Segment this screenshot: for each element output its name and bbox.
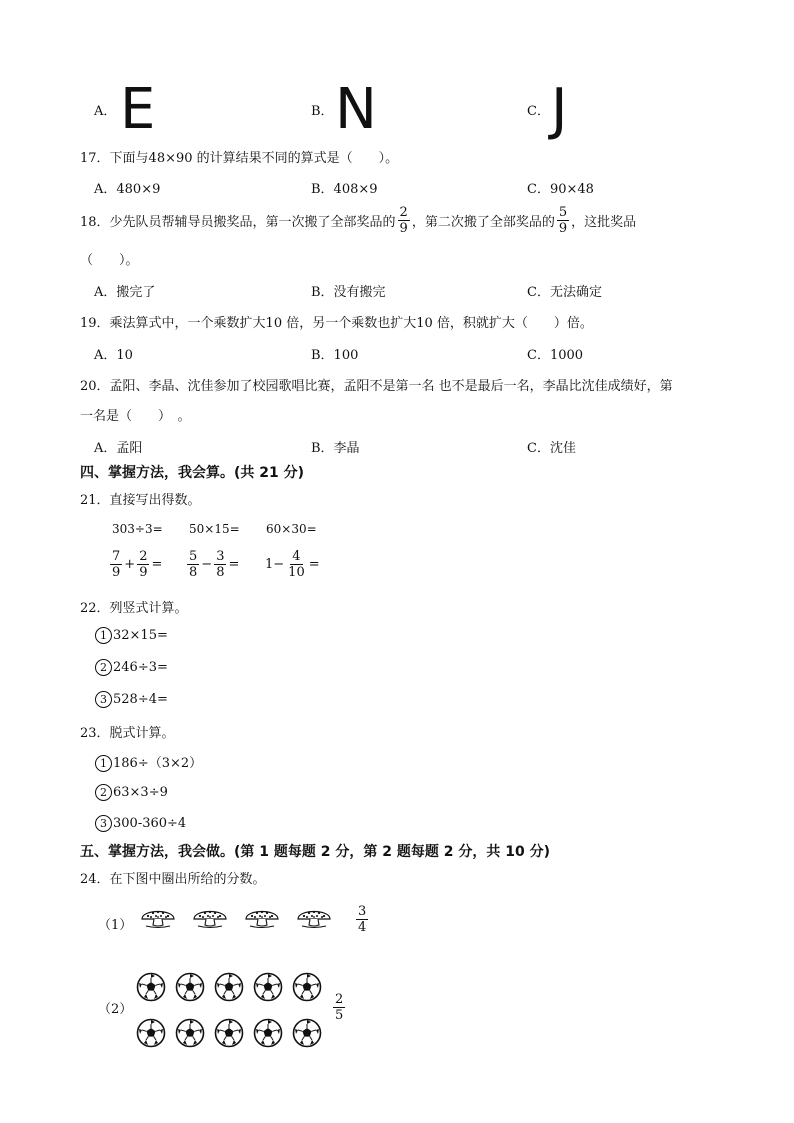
q21-e1-frac-2 bbox=[137, 550, 149, 579]
q20-option-c: C．沈佳 bbox=[527, 441, 576, 456]
soccer-ball-icon bbox=[253, 1018, 283, 1052]
q17-option-a: A．480×9 bbox=[94, 182, 161, 197]
q22-item-3-expr: 528÷4= bbox=[113, 692, 168, 707]
q16-option-c-prefix: C． bbox=[527, 104, 550, 119]
q22-item-2 bbox=[95, 659, 168, 676]
q18-fraction-1 bbox=[398, 206, 410, 235]
q18-fraction-2-den: 9 bbox=[558, 221, 568, 236]
q21-e2-n2: 3 bbox=[216, 549, 225, 564]
q20-option-a: A．孟阳 bbox=[94, 441, 143, 456]
mushroom-icon bbox=[192, 905, 228, 929]
q24-text: 24．在下图中圈出所给的分数。 bbox=[80, 872, 266, 887]
q23-item-1-mark: 1 bbox=[95, 755, 112, 772]
q21-e2-d1: 8 bbox=[189, 565, 198, 580]
q19-option-a: A．10 bbox=[94, 348, 133, 363]
q24-part-2-fraction bbox=[333, 993, 345, 1022]
soccer-ball-icon bbox=[214, 1018, 244, 1052]
q23-item-1 bbox=[95, 752, 202, 772]
q17-text: 17．下面与48×90 的计算结果不同的算式是（ ）。 bbox=[80, 151, 399, 166]
q16-option-a-letter: E bbox=[120, 77, 156, 142]
q18-text-d: （ ）。 bbox=[80, 253, 139, 268]
q24-part-2-label: （2） bbox=[98, 1002, 133, 1017]
q18-fraction-2 bbox=[557, 206, 569, 235]
section-4-title: 四、掌握方法，我会算。(共 21 分) bbox=[80, 465, 305, 481]
q16-option-c-letter: J bbox=[551, 77, 568, 142]
q21-e2-n1: 5 bbox=[189, 549, 198, 564]
q23-item-3 bbox=[95, 815, 186, 832]
q21-e3-lead: 1− bbox=[265, 557, 285, 572]
q19-option-b: B．100 bbox=[311, 348, 359, 363]
q24-part-2-num: 2 bbox=[335, 992, 344, 1007]
q23-text: 23．脱式计算。 bbox=[80, 726, 175, 741]
q21-expr-2: 50×15= bbox=[189, 522, 240, 536]
q24-part-1-fraction bbox=[356, 905, 368, 934]
q21-e3-frac bbox=[286, 550, 307, 579]
q18-option-b: B．没有搬完 bbox=[311, 285, 386, 300]
q21-e1-d2: 9 bbox=[139, 565, 148, 580]
q21-e3-d: 10 bbox=[288, 565, 305, 580]
q18-fraction-1-num: 2 bbox=[399, 205, 408, 220]
q18-fraction-2-num: 5 bbox=[558, 205, 568, 220]
q24-mushroom-row bbox=[140, 905, 332, 929]
q24-part-1-label: （1） bbox=[98, 918, 133, 933]
q21-e1-op: + bbox=[124, 557, 136, 572]
q21-e1-frac-1 bbox=[110, 550, 122, 579]
q18-text-a: 18．少先队员帮辅导员搬奖品，第一次搬了全部奖品的 bbox=[80, 215, 396, 230]
q21-e1-d1: 9 bbox=[112, 565, 121, 580]
q22-item-3-mark: 3 bbox=[95, 691, 112, 708]
q21-e2-frac-2 bbox=[214, 550, 226, 579]
q21-e3-eq: = bbox=[308, 557, 320, 572]
q21-text: 21．直接写出得数。 bbox=[80, 493, 201, 508]
mushroom-icon bbox=[244, 905, 280, 929]
q23-item-2-mark: 2 bbox=[95, 784, 112, 801]
q21-fraction-expr-3 bbox=[265, 550, 320, 579]
soccer-ball-icon bbox=[136, 1018, 166, 1052]
q18-text-c: ，这批奖品 bbox=[571, 215, 637, 230]
q24-part-2-den: 5 bbox=[335, 1008, 344, 1023]
q16-option-b-letter: N bbox=[335, 77, 377, 142]
soccer-ball-icon bbox=[292, 972, 322, 1006]
q18-text-b: ，第二次搬了全部奖品的 bbox=[411, 215, 555, 230]
q21-e2-op: − bbox=[201, 557, 213, 572]
q24-part-1-num: 3 bbox=[358, 904, 367, 919]
q17-option-b: B．408×9 bbox=[311, 182, 378, 197]
q19-text: 19．乘法算式中，一个乘数扩大10 倍，另一个乘数也扩大10 倍，积就扩大（ ）倍。 bbox=[80, 316, 593, 331]
soccer-ball-icon bbox=[175, 972, 205, 1006]
q21-e2-d2: 8 bbox=[216, 565, 225, 580]
q22-item-2-expr: 246÷3= bbox=[113, 660, 168, 675]
q21-fraction-expr-1 bbox=[108, 550, 162, 579]
q23-item-2-expr: 63×3÷9 bbox=[113, 785, 168, 800]
q20-text-b: 一名是（ ） 。 bbox=[80, 409, 191, 424]
q16-option-b-prefix: B． bbox=[311, 104, 334, 119]
q18-option-a: A．搬完了 bbox=[94, 285, 156, 300]
q22-item-1 bbox=[95, 627, 168, 644]
soccer-ball-icon bbox=[175, 1018, 205, 1052]
q24-part-1-den: 4 bbox=[358, 920, 367, 935]
q22-item-2-mark: 2 bbox=[95, 659, 112, 676]
q22-item-1-expr: 32×15= bbox=[113, 628, 168, 643]
q18-option-c: C．无法确定 bbox=[527, 285, 602, 300]
q21-e1-n1: 7 bbox=[112, 549, 121, 564]
soccer-ball-icon bbox=[253, 972, 283, 1006]
q22-item-1-mark: 1 bbox=[95, 627, 112, 644]
q18-fraction-1-den: 9 bbox=[399, 221, 408, 236]
mushroom-icon bbox=[140, 905, 176, 929]
q19-option-c: C．1000 bbox=[527, 348, 584, 363]
q24-soccer-ball-grid bbox=[136, 972, 326, 1046]
soccer-ball-icon bbox=[136, 972, 166, 1006]
q18-text bbox=[80, 206, 636, 235]
q22-item-3 bbox=[95, 691, 168, 708]
q21-e2-frac-1 bbox=[187, 550, 199, 579]
q20-option-b: B．李晶 bbox=[311, 441, 360, 456]
soccer-ball-icon bbox=[292, 1018, 322, 1052]
section-5-title: 五、掌握方法，我会做。(第 1 题每题 2 分，第 2 题每题 2 分，共 10 分) bbox=[80, 844, 550, 860]
q21-e1-n2: 2 bbox=[139, 549, 148, 564]
q23-item-3-expr: 300-360÷4 bbox=[113, 816, 187, 831]
q23-item-3-mark: 3 bbox=[95, 815, 112, 832]
q23-item-1-expr: 186÷（3×2） bbox=[113, 756, 203, 771]
q21-expr-3: 60×30= bbox=[266, 522, 317, 536]
q21-fraction-expr-2 bbox=[185, 550, 239, 579]
q23-item-2 bbox=[95, 784, 168, 801]
q21-expr-1: 303÷3= bbox=[112, 522, 163, 536]
mushroom-icon bbox=[296, 905, 332, 929]
q20-text-a: 20．孟阳、李晶、沈佳参加了校园歌唱比赛，孟阳不是第一名 也不是最后一名，李晶比沈佳成绩好，第 bbox=[80, 379, 673, 394]
q21-e3-n: 4 bbox=[292, 549, 301, 564]
q21-e2-eq: = bbox=[228, 557, 240, 572]
soccer-ball-icon bbox=[214, 972, 244, 1006]
q22-text: 22．列竖式计算。 bbox=[80, 601, 188, 616]
q17-option-c: C．90×48 bbox=[527, 182, 594, 197]
q21-e1-eq: = bbox=[151, 557, 163, 572]
q16-option-a-prefix: A． bbox=[94, 104, 117, 119]
